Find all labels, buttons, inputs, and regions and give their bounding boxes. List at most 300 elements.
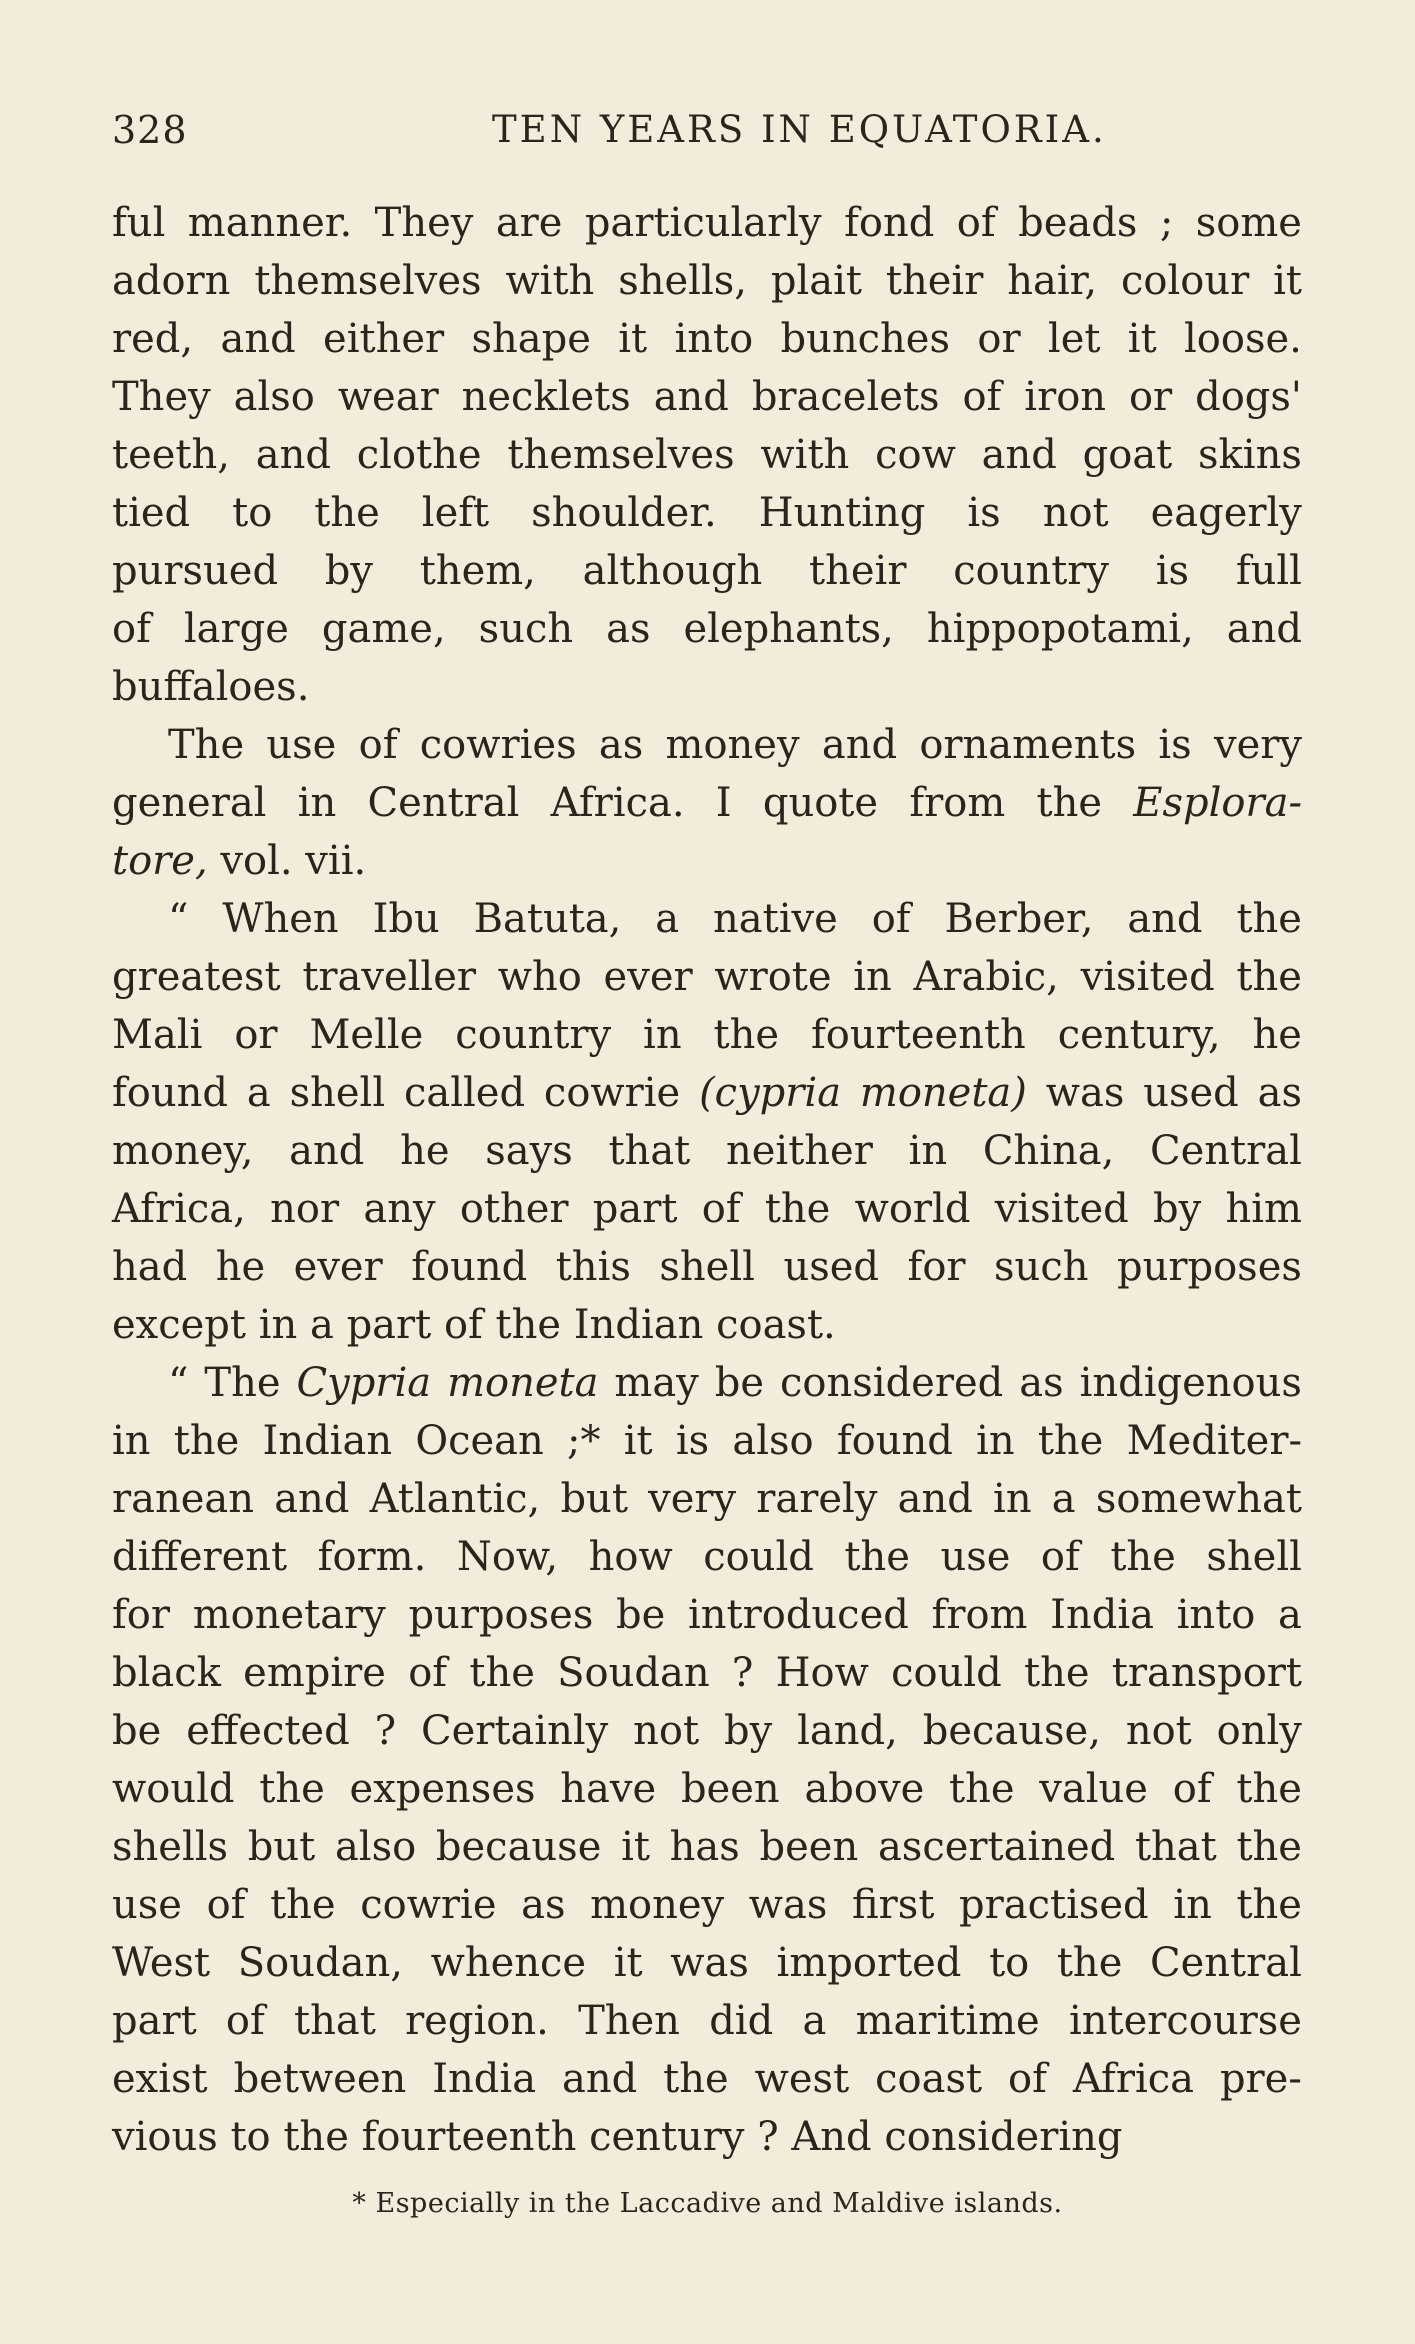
word: whence	[430, 1940, 587, 1986]
word: the	[663, 2056, 729, 2102]
word: rarely	[756, 1476, 878, 1522]
word: found	[112, 1070, 229, 1116]
word: pursued	[112, 548, 279, 594]
word: the	[713, 1012, 780, 1058]
word: a	[655, 896, 680, 942]
word: the	[259, 1766, 325, 1812]
text-line	[112, 2050, 1302, 2108]
paragraph	[112, 716, 1302, 890]
word: country	[953, 548, 1110, 594]
word: first	[852, 1882, 935, 1928]
word: had	[112, 1244, 188, 1290]
text-line	[112, 2108, 1302, 2166]
word: from	[931, 1592, 1028, 1638]
word: and	[255, 432, 331, 478]
word: the	[314, 490, 380, 536]
word: ascertained	[877, 1824, 1116, 1870]
word: ever	[603, 954, 693, 1000]
word: in	[908, 1128, 948, 1174]
word: the	[949, 1766, 1015, 1812]
word: Cypria	[296, 1360, 432, 1406]
word: world	[854, 1186, 971, 1232]
word: Soudan	[557, 1650, 710, 1696]
word: have	[560, 1766, 657, 1812]
word: is	[1158, 722, 1192, 768]
text-line	[112, 1296, 1302, 1354]
text-line	[112, 1876, 1302, 1934]
word: maritime	[855, 1998, 1040, 2044]
word: adorn	[112, 258, 231, 304]
text-line	[112, 1412, 1302, 1470]
word: and	[220, 316, 296, 362]
word: Africa.	[550, 780, 685, 826]
text-line	[112, 1006, 1302, 1064]
word: not	[1042, 490, 1109, 536]
word: considered	[780, 1360, 1004, 1406]
word: practised	[959, 1882, 1149, 1928]
word: vious	[112, 2114, 218, 2160]
word: he	[1252, 1012, 1302, 1058]
word: the	[270, 1882, 336, 1928]
word: did	[709, 1998, 774, 2044]
word: only	[1216, 1708, 1302, 1754]
word: in	[258, 1302, 298, 1348]
word: left	[421, 490, 490, 536]
word: to	[989, 1940, 1030, 1986]
text-line	[112, 890, 1302, 948]
text-line	[112, 1702, 1302, 1760]
word: and	[653, 374, 729, 420]
word: exist	[112, 2056, 208, 2102]
word: beads	[1018, 200, 1138, 246]
word: by	[1153, 1186, 1202, 1232]
word: of	[871, 896, 911, 942]
word: land,	[797, 1708, 898, 1754]
word: Hunting	[758, 490, 926, 536]
word: The	[204, 1360, 281, 1406]
word: And	[791, 2114, 872, 2160]
word: shoulder.	[531, 490, 717, 536]
word: the	[283, 2114, 349, 2160]
word: because,	[922, 1708, 1101, 1754]
text-line	[112, 1528, 1302, 1586]
word: and	[274, 1476, 350, 1522]
word: black	[112, 1650, 221, 1696]
word: except	[112, 1302, 246, 1348]
word: the	[173, 1418, 240, 1464]
word: with	[760, 432, 850, 478]
text-line	[112, 1122, 1302, 1180]
word: the	[1236, 1882, 1302, 1928]
word: loose.	[1184, 316, 1302, 362]
word: above	[804, 1766, 925, 1812]
word: cowrie	[360, 1882, 497, 1928]
word: expenses	[349, 1766, 536, 1812]
word: vii.	[305, 838, 367, 884]
text-line	[112, 658, 1302, 716]
word: because	[435, 1824, 602, 1870]
word: Melle	[309, 1012, 424, 1058]
word: could	[703, 1534, 814, 1580]
word: how	[588, 1534, 673, 1580]
text-line	[112, 542, 1302, 600]
word: greatest	[112, 954, 281, 1000]
word: been	[759, 1824, 859, 1870]
word: of	[112, 606, 151, 652]
word: dogs'	[1195, 374, 1302, 420]
word: either	[323, 316, 445, 362]
word: of	[962, 374, 1002, 420]
word: general	[112, 780, 267, 826]
text-line	[112, 1470, 1302, 1528]
word: of	[408, 1650, 448, 1696]
word: large	[183, 606, 289, 652]
word: India	[1050, 1592, 1154, 1638]
word: traveller	[302, 954, 477, 1000]
word: the	[764, 1186, 831, 1232]
word: hippopotami,	[926, 606, 1194, 652]
word: money,	[112, 1128, 254, 1174]
word: the	[1056, 1940, 1123, 1986]
word: purposes	[1116, 1244, 1302, 1290]
word: of	[443, 1302, 483, 1348]
word: skins	[1198, 432, 1302, 478]
word: their	[885, 258, 984, 304]
word: shells	[112, 1824, 229, 1870]
word: necklets	[461, 374, 631, 420]
word: Mali	[112, 1012, 203, 1058]
text-line	[112, 194, 1302, 252]
text-line	[112, 948, 1302, 1006]
word: it	[613, 1940, 643, 1986]
word: empire	[243, 1650, 386, 1696]
word: and	[289, 1128, 365, 1174]
word: ?	[757, 2114, 779, 2160]
word: into	[674, 316, 754, 362]
word: visited	[1080, 954, 1215, 1000]
word: for	[112, 1592, 171, 1638]
word: it	[1273, 258, 1302, 304]
word: Ibu	[372, 896, 440, 942]
text-line	[112, 1354, 1302, 1412]
word: money	[590, 1882, 725, 1928]
word: bunches	[780, 316, 951, 362]
word: region.	[405, 1998, 549, 2044]
word: part	[112, 1998, 197, 2044]
word: the	[1110, 1534, 1176, 1580]
word: who	[497, 954, 582, 1000]
word: found	[836, 1418, 953, 1464]
word: as	[598, 722, 644, 768]
word: that	[294, 1998, 376, 2044]
word: used	[1143, 1070, 1239, 1116]
word: Ocean	[415, 1418, 544, 1464]
word: purposes	[408, 1592, 594, 1638]
word: not	[633, 1708, 700, 1754]
word: plait	[770, 258, 863, 304]
word: wrote	[714, 954, 832, 1000]
word: Central	[1150, 1128, 1302, 1174]
word: ever	[293, 1244, 383, 1290]
word: West	[112, 1940, 211, 1986]
word: would	[112, 1766, 235, 1812]
word: manner.	[187, 200, 353, 246]
word: coast.	[716, 1302, 836, 1348]
word: and	[981, 432, 1057, 478]
word: between	[233, 2056, 407, 2102]
word: transport	[1111, 1650, 1302, 1696]
word: buffaloes.	[112, 664, 310, 710]
word: been	[680, 1766, 780, 1812]
word: fond	[844, 200, 935, 246]
word: a	[246, 1070, 271, 1116]
word: it	[621, 1824, 650, 1870]
word: the	[1236, 954, 1302, 1000]
word: was	[1045, 1070, 1125, 1116]
word: They	[374, 200, 474, 246]
word: fourteenth	[361, 2114, 577, 2160]
text-line	[112, 1934, 1302, 1992]
word: or	[977, 316, 1021, 362]
footnote: * Especially in the Laccadive and Maldive islands.	[352, 2188, 1063, 2219]
word: red,	[112, 316, 194, 362]
word: century	[589, 2114, 745, 2160]
word: ranean	[112, 1476, 255, 1522]
word: of	[1172, 1766, 1212, 1812]
word: Africa	[1072, 2056, 1194, 2102]
word: was	[670, 1940, 749, 1986]
word: shell	[659, 1244, 755, 1290]
word: with	[505, 258, 595, 304]
word: Berber,	[944, 896, 1094, 942]
word: cowries	[419, 722, 577, 768]
word: bracelets	[751, 374, 940, 420]
word: eagerly	[1150, 490, 1302, 536]
word: found	[411, 1244, 528, 1290]
word: not	[1125, 1708, 1192, 1754]
text-line	[112, 252, 1302, 310]
word: it	[1127, 316, 1157, 362]
word: visited	[994, 1186, 1129, 1232]
text-line	[112, 484, 1302, 542]
word: Mediter-	[1126, 1418, 1302, 1464]
word: was	[748, 1882, 828, 1928]
word: in	[112, 1418, 151, 1464]
word: intercourse	[1068, 1998, 1302, 2044]
word: Indian	[573, 1302, 704, 1348]
word: in	[1173, 1882, 1212, 1928]
word: in	[993, 1476, 1032, 1522]
word: pre-	[1219, 2056, 1302, 2102]
word: neither	[725, 1128, 873, 1174]
word: of	[1008, 2056, 1047, 2102]
word: Arabic,	[913, 954, 1059, 1000]
word: iron	[1024, 374, 1107, 420]
word: could	[891, 1650, 1002, 1696]
word: in	[853, 954, 892, 1000]
word: game,	[321, 606, 446, 652]
word: clothe	[356, 432, 482, 478]
word: the	[1024, 1650, 1090, 1696]
word: “	[168, 1360, 189, 1406]
word: a	[1278, 1592, 1302, 1638]
word: from	[909, 780, 1006, 826]
word: India	[432, 2056, 537, 2102]
word: be	[112, 1708, 162, 1754]
word: vol.	[220, 838, 293, 884]
word: cow	[875, 432, 956, 478]
word: he	[400, 1128, 450, 1174]
word: also	[334, 1824, 417, 1870]
word: country	[455, 1012, 612, 1058]
word: the	[1236, 896, 1302, 942]
word: may	[614, 1360, 699, 1406]
word: a	[802, 1998, 827, 2044]
word: shells,	[618, 258, 747, 304]
text-line	[112, 1760, 1302, 1818]
word: When	[222, 896, 339, 942]
word: also	[233, 374, 315, 420]
word: money	[665, 722, 800, 768]
word: to	[230, 2114, 271, 2160]
word: the	[1236, 1766, 1302, 1812]
word: Batuta,	[473, 896, 622, 942]
word: different	[112, 1534, 288, 1580]
text-line	[112, 716, 1302, 774]
page-header	[112, 108, 1302, 168]
text-line	[112, 1064, 1302, 1122]
word: used	[783, 1244, 880, 1290]
word: elephants,	[683, 606, 894, 652]
word: China,	[982, 1128, 1115, 1174]
word: use	[940, 1534, 1011, 1580]
word: into	[1176, 1592, 1256, 1638]
word: themselves	[254, 258, 482, 304]
word: as	[1257, 1070, 1302, 1116]
word: in	[643, 1012, 682, 1058]
word: part	[346, 1302, 432, 1348]
word: or	[234, 1012, 278, 1058]
word: shape	[471, 316, 591, 362]
word: moneta)	[859, 1070, 1027, 1116]
word: considering	[884, 2114, 1123, 2160]
word: Indian	[262, 1418, 393, 1464]
word: their	[809, 548, 907, 594]
word: by	[324, 548, 373, 594]
word: moneta	[447, 1360, 599, 1406]
word: some	[1195, 200, 1302, 246]
word: wear	[337, 374, 439, 420]
word: also	[732, 1418, 814, 1464]
word: but	[247, 1824, 316, 1870]
word: Africa,	[112, 1186, 246, 1232]
word: or	[1128, 374, 1173, 420]
word: goat	[1082, 432, 1173, 478]
word: it	[623, 1418, 653, 1464]
word: called	[403, 1070, 526, 1116]
text-line	[112, 1818, 1302, 1876]
word: as	[606, 606, 651, 652]
word: of	[1040, 1534, 1080, 1580]
word: and	[1127, 896, 1203, 942]
word: Central	[367, 780, 520, 826]
word: “	[168, 896, 189, 942]
word: for	[907, 1244, 966, 1290]
word: They	[112, 374, 211, 420]
word: teeth,	[112, 432, 230, 478]
word: such	[478, 606, 574, 652]
text-line	[112, 310, 1302, 368]
text-line	[112, 1644, 1302, 1702]
word: part	[592, 1186, 678, 1232]
word: other	[459, 1186, 569, 1232]
text-line	[112, 832, 1302, 890]
word: be	[616, 1592, 666, 1638]
body-text	[112, 194, 1302, 2166]
word: themselves	[507, 432, 735, 478]
word: introduced	[687, 1592, 909, 1638]
word: of	[701, 1186, 741, 1232]
word: as	[521, 1882, 566, 1928]
word: (cypria	[699, 1070, 842, 1116]
word: of	[206, 1882, 246, 1928]
word: him	[1225, 1186, 1302, 1232]
running-title: TEN YEARS IN EQUATORIA.	[492, 108, 1107, 151]
word: are	[495, 200, 563, 246]
word: to	[232, 490, 273, 536]
word: as	[1019, 1360, 1064, 1406]
text-line	[112, 600, 1302, 658]
word: fourteenth	[811, 1012, 1026, 1058]
word: be	[714, 1360, 765, 1406]
word: the	[495, 1302, 562, 1348]
word: a	[1051, 1476, 1076, 1522]
word: the	[469, 1650, 535, 1696]
word: in	[297, 780, 337, 826]
word: is	[1155, 548, 1190, 594]
text-line	[112, 1992, 1302, 2050]
word: the	[1036, 780, 1103, 826]
word: shell	[1206, 1534, 1302, 1580]
text-line	[112, 774, 1302, 832]
word: the	[1037, 1418, 1104, 1464]
word: of	[225, 1998, 265, 2044]
word: Central	[1150, 1940, 1302, 1986]
word: any	[363, 1186, 436, 1232]
word: the	[844, 1534, 910, 1580]
word: says	[485, 1128, 573, 1174]
word: tied	[112, 490, 191, 536]
word: of	[358, 722, 398, 768]
word: hair,	[1007, 258, 1098, 304]
word: ;	[1159, 200, 1174, 246]
word: The	[168, 722, 245, 768]
word: them,	[419, 548, 536, 594]
text-line	[112, 1180, 1302, 1238]
word: cowrie	[543, 1070, 681, 1116]
word: that	[608, 1128, 691, 1174]
page-number: 328	[112, 108, 188, 152]
word: and	[897, 1476, 973, 1522]
word: but	[560, 1476, 628, 1522]
paragraph	[112, 890, 1302, 1354]
word: effected	[186, 1708, 350, 1754]
word: imported	[776, 1940, 962, 1986]
word: indigenous	[1079, 1360, 1302, 1406]
word: although	[582, 548, 763, 594]
word: and	[562, 2056, 638, 2102]
text-line	[112, 368, 1302, 426]
